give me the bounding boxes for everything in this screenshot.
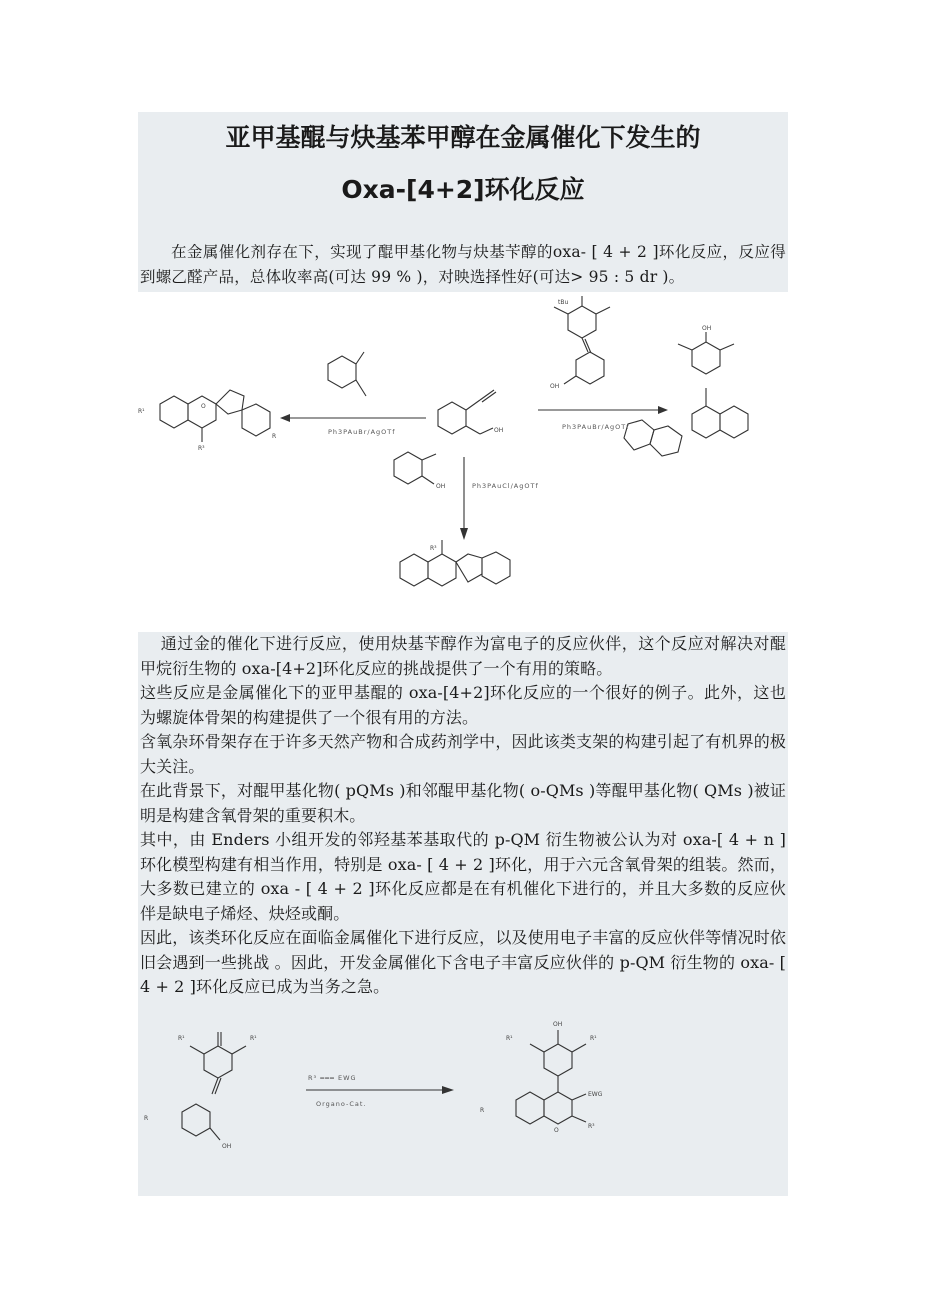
reagent-right-text: Ph3PAuBr/AgOTf (562, 423, 630, 431)
alkynyl-benzyl-alcohol-ring (438, 402, 466, 434)
title-line-2: Oxa-[4+2]环化反应 (341, 175, 585, 204)
label-oh-top: OH (550, 383, 560, 390)
label-o-left: O (201, 403, 206, 410)
paragraph-6: 因此，该类环化反应在面临金属催化下进行反应，以及使用电子丰富的反应伙伴等情况时依旧会遇到一些挑战 。因此，开发金属催化下含电子丰富反应伙伴的 p-QM 衍生物的 oxa- [ 4 + 2 ]环化反应已成为当务之急。 (140, 928, 786, 996)
reaction-scheme-2 (138, 1008, 788, 1196)
s2-label-r1-b: R¹ (250, 1034, 257, 1042)
reagent-down-text: Ph3PAuCl/AgOTf (472, 482, 539, 490)
paragraph-5: 其中，由 Enders 小组开发的邻羟基苯基取代的 p-QM 衍生物被公认为对 oxa-[ 4 + n ]环化模型构建有相当作用，特别是 oxa- [ 4 + 2 ]环化，用于六元含氧骨架的组装。然而，大多数已建立的 oxa - [ 4 + 2 ]环化反应都是在有机催化下进行的，并且大多数的反应伙伴是缺电子烯烃、炔烃或酮。 (140, 830, 786, 923)
body-text-band (138, 632, 788, 1196)
left-product-chromane-aryl (160, 396, 188, 428)
label-oh-right: OH (702, 325, 712, 332)
s2-label-r1-d: R¹ (590, 1034, 597, 1042)
label-r3-bottom: R³ (430, 545, 437, 552)
reagent-alkyne-text: R³ ═══ EWG (308, 1073, 357, 1082)
label-tbu-top: tBu (558, 299, 569, 306)
s2-label-oh: OH (222, 1142, 232, 1150)
quinone-methide-ring (568, 306, 596, 338)
phenol-ring (576, 352, 604, 384)
s2-label-r3: R³ (588, 1122, 595, 1130)
s2-label-r1-c: R¹ (506, 1034, 513, 1042)
product-pyran-ring (544, 1092, 572, 1124)
abstract-paragraph: 在金属催化剂存在下，实现了醌甲基化物与炔基苄醇的oxa- [ 4 + 2 ]环化反应，反应得到螺乙醛产品，总体收率高(可达 99 % )，对映选择性好(可达> 95 : 5 dr )。 (140, 243, 786, 286)
s2-label-oh-product: OH (553, 1020, 563, 1028)
paragraph-4: 在此背景下，对醌甲基化物( pQMs )和邻醌甲基化物( o-QMs )等醌甲基化物( QMs )被证明是构建含氧骨架的重要积木。 (140, 781, 786, 825)
label-oh-bottom: OH (436, 483, 446, 490)
scheme-1-drawing (138, 292, 788, 632)
label-r3-left: R³ (198, 445, 205, 452)
s2-label-ewg: EWG (588, 1090, 603, 1098)
paragraph-2: 这些反应是金属催化下的亚甲基醌的 oxa-[4+2]环化反应的一个很好的例子。此外，这也为螺旋体骨架的构建提供了一个很有用的方法。 (140, 683, 786, 727)
title-line-1: 亚甲基醌与炔基苯甲醇在金属催化下发生的 (225, 123, 701, 152)
product-phenol-ring (544, 1044, 572, 1076)
bottom-product-chromane (400, 554, 428, 586)
right-product-chromane (720, 406, 748, 438)
paragraph-3: 含氧杂环骨架存在于许多天然产物和合成药剂学中，因此该类支架的构建引起了有机界的极大关注。 (140, 732, 786, 776)
pqm-phenol-ring (182, 1104, 210, 1136)
s2-label-o: O (554, 1126, 559, 1134)
bottom-reagent-ring (394, 452, 422, 484)
scheme-2-drawing (138, 1008, 788, 1196)
left-reagent-ring (328, 356, 356, 388)
label-oh-center: OH (494, 427, 504, 434)
s2-label-r1-a: R¹ (178, 1034, 185, 1042)
label-r1-left: R¹ (138, 408, 145, 415)
s2-label-r-product: R (480, 1106, 485, 1114)
header-band (138, 112, 788, 292)
page-title (138, 112, 788, 216)
label-r-left: R (272, 433, 277, 440)
document-page (138, 112, 788, 1196)
paragraph-1: 通过金的催化下进行反应，使用炔基苄醇作为富电子的反应伙伴，这个反应对解决对醌甲烷衍生物的 oxa-[4+2]环化反应的挑战提供了一个有用的策略。 (140, 634, 786, 678)
reagent-left-text: Ph3PAuBr/AgOTf (328, 428, 396, 436)
reagent-catalyst-text: Organo-Cat. (316, 1099, 367, 1108)
pqm-ring (204, 1046, 232, 1078)
reaction-scheme-1 (138, 292, 788, 632)
product-benzo-ring (516, 1092, 544, 1124)
s2-label-r: R (144, 1114, 149, 1122)
